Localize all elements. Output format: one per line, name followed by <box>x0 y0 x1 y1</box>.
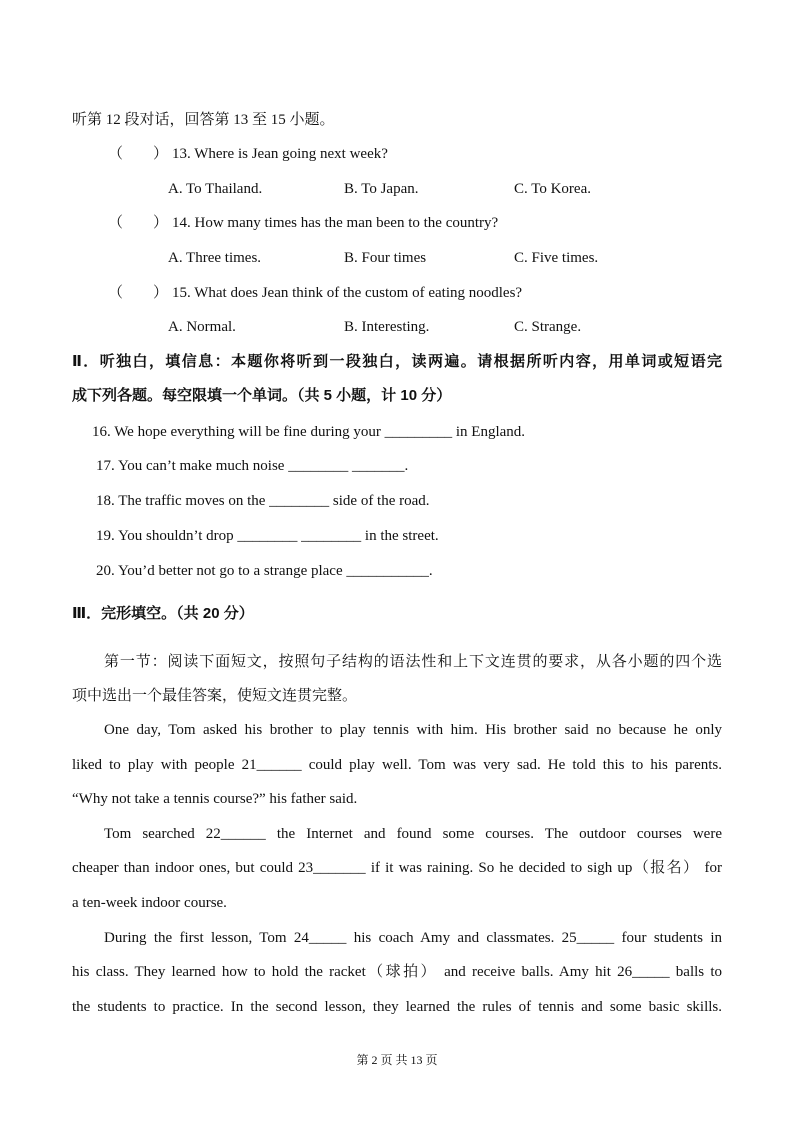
option-a: A. To Thailand. <box>168 181 263 197</box>
section-intro: 听第 12 段对话，回答第 13 至 15 小题。 <box>72 112 335 128</box>
fill-item-18: 18. The traffic moves on the ________ side of the road. <box>96 493 430 509</box>
option-c: C. Five times. <box>514 250 599 266</box>
fill-item-17: 17. You can’t make much noise ________ _______. <box>96 458 409 474</box>
option-b: B. Four times <box>344 250 427 266</box>
passage-line-2: liked to play with people 21______ could play well. Tom was very sad. He told this to his parents. <box>72 757 722 773</box>
page-number: 第 2 页 共 13 页 <box>356 1053 438 1067</box>
passage-line-6: a ten-week indoor course. <box>72 895 227 911</box>
passage-line-1: One day, Tom asked his brother to play tennis with him. His brother said no because he only <box>104 722 722 738</box>
passage-line-9: the students to practice. In the second lesson, they learned the rules of tennis and some basic skills. <box>72 999 722 1015</box>
passage-line-7: During the first lesson, Tom 24_____ his coach Amy and classmates. 25_____ four students in <box>104 930 722 946</box>
answer-bracket[interactable]: （ ） <box>108 146 169 162</box>
option-b: B. Interesting. <box>344 319 430 335</box>
option-b: B. To Japan. <box>344 181 419 197</box>
instruction-line-2: 项中选出一个最佳答案，使短文连贯完整。 <box>72 688 358 704</box>
passage-line-4: Tom searched 22______ the Internet and found some courses. The outdoor courses were <box>104 826 722 842</box>
passage-line-5: cheaper than indoor ones, but could 23_______ if it was raining. So he decided to sigh up（报名） for <box>72 860 722 876</box>
question-stem: 14. How many times has the man been to the country? <box>172 215 499 231</box>
question-stem: 13. Where is Jean going next week? <box>172 146 388 162</box>
option-c: C. Strange. <box>514 319 582 335</box>
answer-bracket[interactable]: （ ） <box>108 215 169 231</box>
section-3-heading: Ⅲ．完形填空。（共 20 分） <box>72 605 254 622</box>
question-stem: 15. What does Jean think of the custom of eating noodles? <box>172 285 523 301</box>
passage-line-3: “Why not take a tennis course?” his father said. <box>72 791 358 807</box>
option-c: C. To Korea. <box>514 181 591 197</box>
option-a: A. Normal. <box>168 319 236 335</box>
fill-item-19: 19. You shouldn’t drop ________ ________ in the street. <box>96 528 439 544</box>
answer-bracket[interactable]: （ ） <box>108 285 169 301</box>
fill-item-20: 20. You’d better not go to a strange place ___________. <box>96 563 433 579</box>
instruction-line-1: 第一节：阅读下面短文，按照句子结构的语法性和上下文连贯的要求，从各小题的四个选 <box>104 654 722 670</box>
passage-line-8: his class. They learned how to hold the racket（球拍） and receive balls. Amy hit 26_____ balls to <box>72 964 722 980</box>
option-a: A. Three times. <box>168 250 262 266</box>
section-2-heading-line-1: Ⅱ．听独白，填信息：本题你将听到一段独白，读两遍。请根据所听内容，用单词或短语完 <box>72 353 722 370</box>
section-2-heading-line-2: 成下列各题。每空限填一个单词。（共 5 小题，计 10 分） <box>72 387 452 404</box>
fill-item-16: 16. We hope everything will be fine during your _________ in England. <box>92 424 526 440</box>
